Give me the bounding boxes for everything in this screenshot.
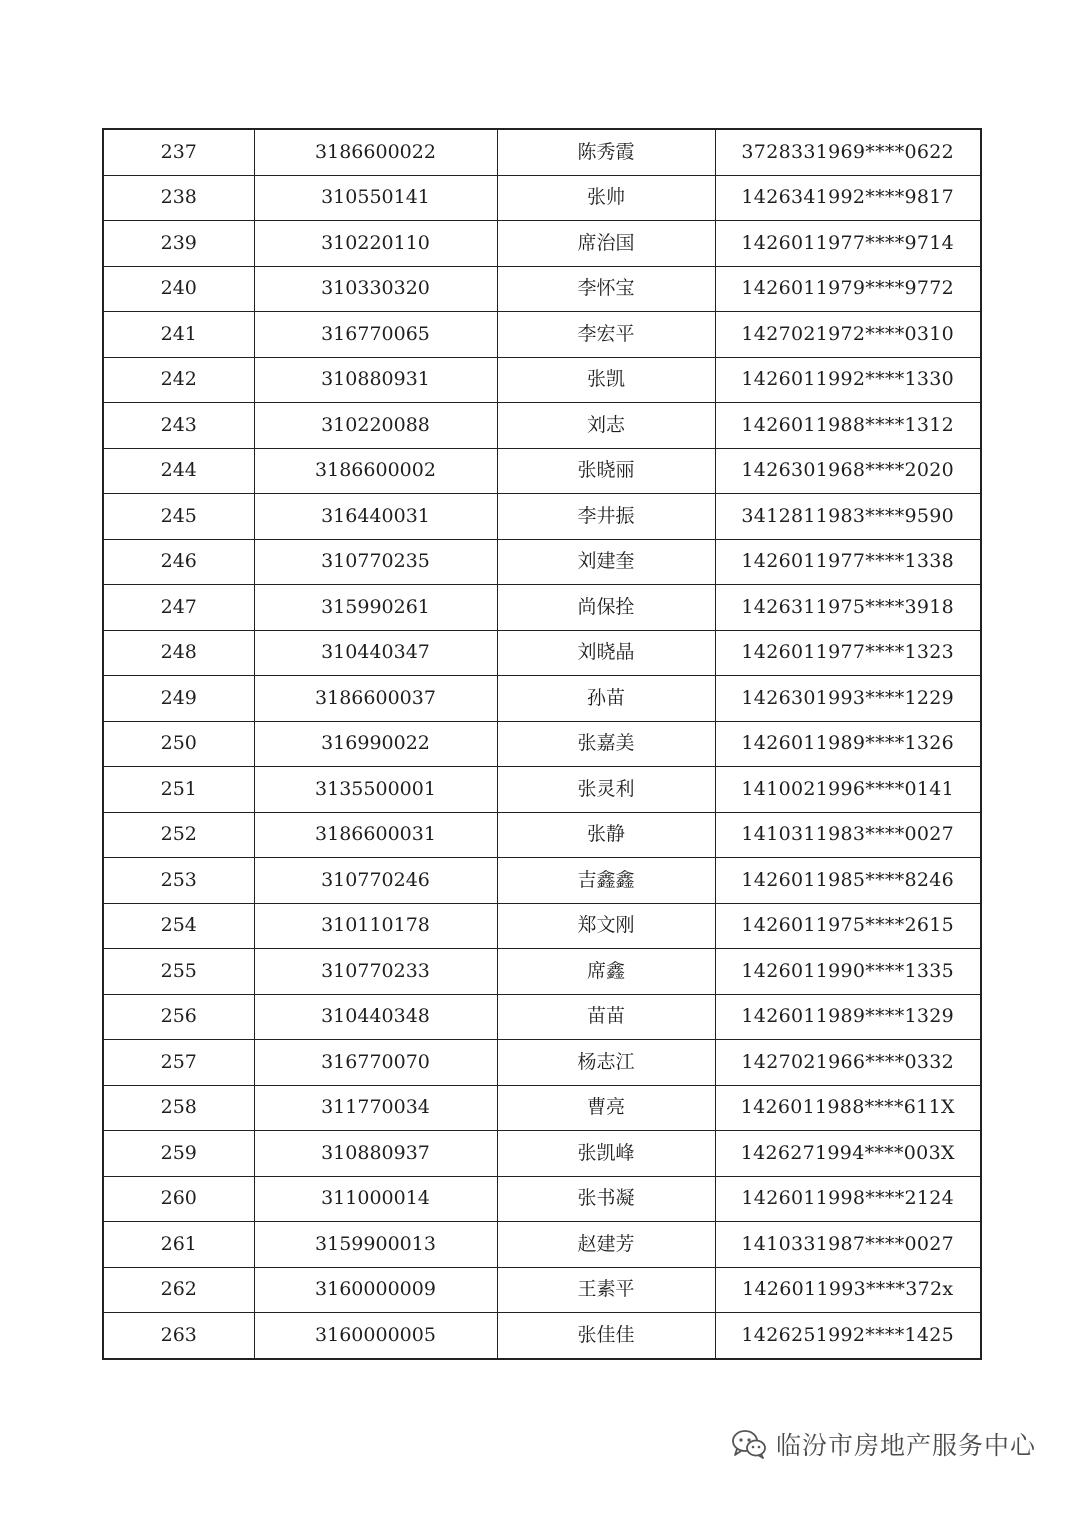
code-cell: 315990261 <box>254 585 497 631</box>
seq-cell: 241 <box>103 312 254 358</box>
code-cell: 310330320 <box>254 266 497 312</box>
table-row <box>103 266 981 312</box>
id-number-cell: 1426011989****1326 <box>715 721 981 767</box>
id-number-cell: 1427021966****0332 <box>715 1040 981 1086</box>
code-cell: 311000014 <box>254 1176 497 1222</box>
name-cell: 张灵利 <box>497 767 715 813</box>
code-cell: 310110178 <box>254 903 497 949</box>
seq-cell: 262 <box>103 1267 254 1313</box>
seq-cell: 259 <box>103 1131 254 1177</box>
name-cell: 张帅 <box>497 175 715 221</box>
seq-cell: 263 <box>103 1313 254 1359</box>
code-cell: 310220110 <box>254 221 497 267</box>
watermark <box>730 1424 1036 1464</box>
id-number-cell: 1426301968****2020 <box>715 448 981 494</box>
records-table-body <box>103 129 981 1359</box>
name-cell: 吉鑫鑫 <box>497 858 715 904</box>
name-cell: 苗苗 <box>497 994 715 1040</box>
id-number-cell: 1426011977****9714 <box>715 221 981 267</box>
id-number-cell: 1426271994****003X <box>715 1131 981 1177</box>
name-cell: 刘晓晶 <box>497 630 715 676</box>
id-number-cell: 1426251992****1425 <box>715 1313 981 1359</box>
table-row <box>103 949 981 995</box>
seq-cell: 254 <box>103 903 254 949</box>
watermark-text: 临汾市房地产服务中心 <box>776 1431 1037 1460</box>
seq-cell: 248 <box>103 630 254 676</box>
seq-cell: 253 <box>103 858 254 904</box>
name-cell: 张静 <box>497 812 715 858</box>
seq-cell: 237 <box>103 129 254 175</box>
table-row <box>103 1313 981 1359</box>
name-cell: 杨志江 <box>497 1040 715 1086</box>
seq-cell: 243 <box>103 403 254 449</box>
seq-cell: 238 <box>103 175 254 221</box>
table-row <box>103 357 981 403</box>
name-cell: 孙苗 <box>497 676 715 722</box>
table-row <box>103 585 981 631</box>
id-number-cell: 3728331969****0622 <box>715 129 981 175</box>
wechat-icon <box>730 1428 768 1460</box>
id-number-cell: 1426011990****1335 <box>715 949 981 995</box>
table-row <box>103 175 981 221</box>
code-cell: 310220088 <box>254 403 497 449</box>
table-row <box>103 1131 981 1177</box>
name-cell: 郑文刚 <box>497 903 715 949</box>
code-cell: 3186600031 <box>254 812 497 858</box>
code-cell: 310880931 <box>254 357 497 403</box>
name-cell: 刘志 <box>497 403 715 449</box>
name-cell: 张佳佳 <box>497 1313 715 1359</box>
id-number-cell: 1426011975****2615 <box>715 903 981 949</box>
seq-cell: 239 <box>103 221 254 267</box>
seq-cell: 260 <box>103 1176 254 1222</box>
table-row <box>103 721 981 767</box>
code-cell: 316440031 <box>254 494 497 540</box>
table-row <box>103 630 981 676</box>
table-row <box>103 221 981 267</box>
name-cell: 张晓丽 <box>497 448 715 494</box>
table-row <box>103 403 981 449</box>
code-cell: 310770246 <box>254 858 497 904</box>
code-cell: 316770070 <box>254 1040 497 1086</box>
seq-cell: 242 <box>103 357 254 403</box>
seq-cell: 256 <box>103 994 254 1040</box>
name-cell: 李井振 <box>497 494 715 540</box>
seq-cell: 251 <box>103 767 254 813</box>
id-number-cell: 1426011992****1330 <box>715 357 981 403</box>
id-number-cell: 1426011993****372x <box>715 1267 981 1313</box>
id-number-cell: 1410331987****0027 <box>715 1222 981 1268</box>
name-cell: 陈秀霞 <box>497 129 715 175</box>
name-cell: 李宏平 <box>497 312 715 358</box>
table-row <box>103 767 981 813</box>
code-cell: 310770233 <box>254 949 497 995</box>
id-number-cell: 1426341992****9817 <box>715 175 981 221</box>
code-cell: 3160000009 <box>254 1267 497 1313</box>
name-cell: 张凯 <box>497 357 715 403</box>
code-cell: 3135500001 <box>254 767 497 813</box>
code-cell: 311770034 <box>254 1085 497 1131</box>
name-cell: 赵建芳 <box>497 1222 715 1268</box>
table-row <box>103 1222 981 1268</box>
code-cell: 310550141 <box>254 175 497 221</box>
code-cell: 3186600022 <box>254 129 497 175</box>
id-number-cell: 1426011985****8246 <box>715 858 981 904</box>
id-number-cell: 1410021996****0141 <box>715 767 981 813</box>
id-number-cell: 1426011977****1323 <box>715 630 981 676</box>
id-number-cell: 1426011979****9772 <box>715 266 981 312</box>
code-cell: 3160000005 <box>254 1313 497 1359</box>
table-row <box>103 1085 981 1131</box>
id-number-cell: 1426301993****1229 <box>715 676 981 722</box>
code-cell: 310440348 <box>254 994 497 1040</box>
records-table <box>102 128 982 1360</box>
id-number-cell: 1426311975****3918 <box>715 585 981 631</box>
name-cell: 张嘉美 <box>497 721 715 767</box>
name-cell: 刘建奎 <box>497 539 715 585</box>
seq-cell: 261 <box>103 1222 254 1268</box>
table-row <box>103 1040 981 1086</box>
table-row <box>103 1267 981 1313</box>
code-cell: 3186600037 <box>254 676 497 722</box>
id-number-cell: 1426011977****1338 <box>715 539 981 585</box>
name-cell: 席鑫 <box>497 949 715 995</box>
seq-cell: 240 <box>103 266 254 312</box>
seq-cell: 258 <box>103 1085 254 1131</box>
code-cell: 316990022 <box>254 721 497 767</box>
table-row <box>103 858 981 904</box>
seq-cell: 249 <box>103 676 254 722</box>
seq-cell: 257 <box>103 1040 254 1086</box>
code-cell: 3159900013 <box>254 1222 497 1268</box>
name-cell: 席治国 <box>497 221 715 267</box>
id-number-cell: 1410311983****0027 <box>715 812 981 858</box>
seq-cell: 255 <box>103 949 254 995</box>
code-cell: 310880937 <box>254 1131 497 1177</box>
id-number-cell: 1427021972****0310 <box>715 312 981 358</box>
id-number-cell: 1426011988****611X <box>715 1085 981 1131</box>
id-number-cell: 1426011989****1329 <box>715 994 981 1040</box>
table-row <box>103 903 981 949</box>
table-row <box>103 129 981 175</box>
table-row <box>103 994 981 1040</box>
code-cell: 316770065 <box>254 312 497 358</box>
table-row <box>103 312 981 358</box>
id-number-cell: 3412811983****9590 <box>715 494 981 540</box>
seq-cell: 250 <box>103 721 254 767</box>
table-row <box>103 676 981 722</box>
code-cell: 310440347 <box>254 630 497 676</box>
id-number-cell: 1426011988****1312 <box>715 403 981 449</box>
table-row <box>103 539 981 585</box>
name-cell: 王素平 <box>497 1267 715 1313</box>
seq-cell: 247 <box>103 585 254 631</box>
code-cell: 3186600002 <box>254 448 497 494</box>
seq-cell: 245 <box>103 494 254 540</box>
table-row <box>103 448 981 494</box>
seq-cell: 246 <box>103 539 254 585</box>
code-cell: 310770235 <box>254 539 497 585</box>
id-number-cell: 1426011998****2124 <box>715 1176 981 1222</box>
seq-cell: 252 <box>103 812 254 858</box>
name-cell: 张凯峰 <box>497 1131 715 1177</box>
name-cell: 李怀宝 <box>497 266 715 312</box>
table-row <box>103 812 981 858</box>
table-row <box>103 1176 981 1222</box>
name-cell: 尚保拴 <box>497 585 715 631</box>
seq-cell: 244 <box>103 448 254 494</box>
table-row <box>103 494 981 540</box>
name-cell: 曹亮 <box>497 1085 715 1131</box>
name-cell: 张书凝 <box>497 1176 715 1222</box>
